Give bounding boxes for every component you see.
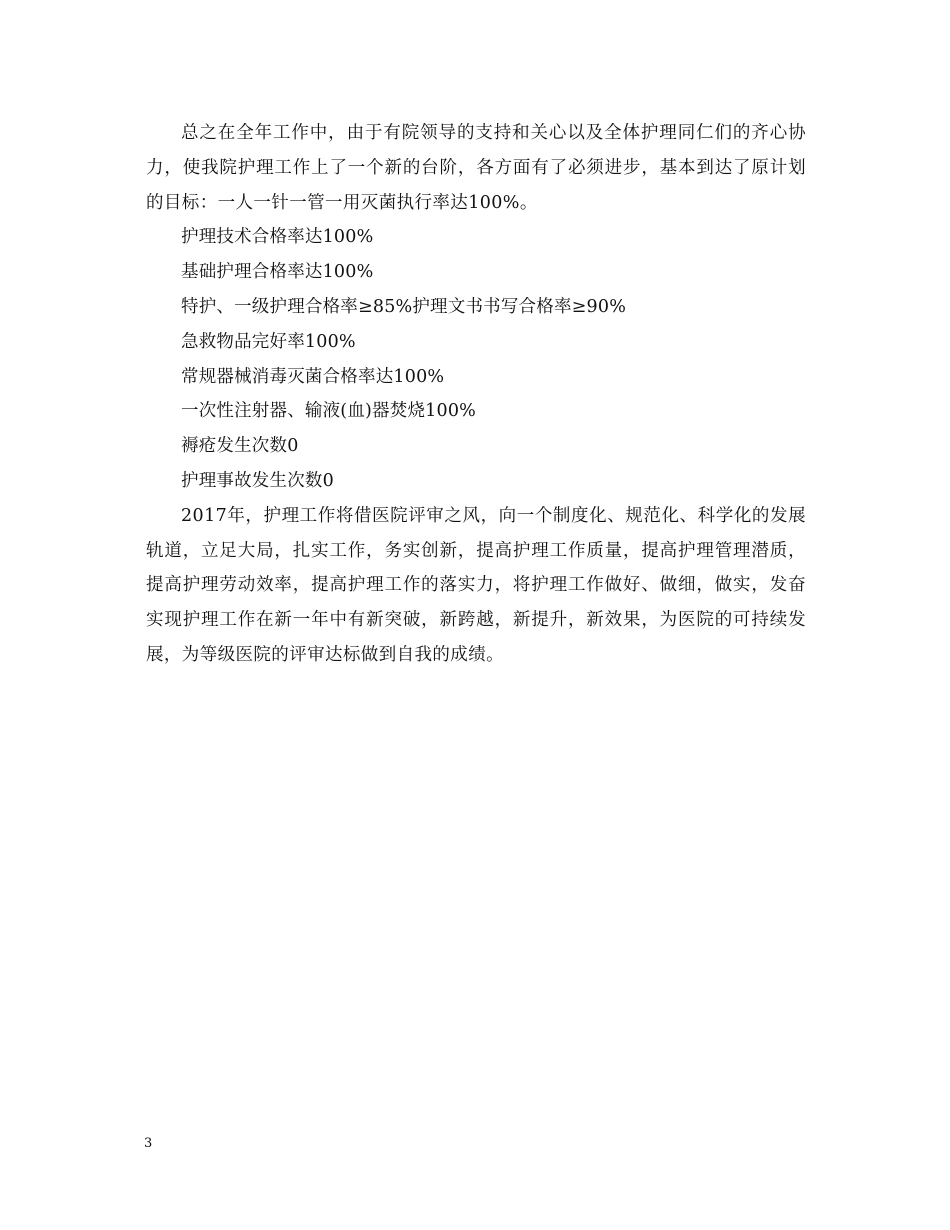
- metric-basic-nursing: 基础护理合格率达100%: [181, 262, 374, 283]
- metric-disposable-incineration: 一次性注射器、输液(血)器焚烧100%: [181, 401, 476, 422]
- page-number: 3: [144, 1136, 153, 1151]
- metric-special-care-and-records: 特护、一级护理合格率≥85%护理文书书写合格率≥90%: [181, 296, 627, 317]
- metric-nursing-accident-count: 护理事故发生次数0: [181, 470, 334, 491]
- metric-bedsore-count: 褥疮发生次数0: [181, 436, 299, 457]
- metric-instrument-sterilization: 常规器械消毒灭菌合格率达100%: [181, 366, 445, 387]
- summary-paragraph: 总之在全年工作中，由于有院领导的支持和关心以及全体护理同仁们的齐心协力，使我院护理工作上了一个新的台阶，各方面有了必须进步，基本到达了原计划的目标：一人一针一管一用灭菌执行率达100%。: [146, 123, 806, 213]
- metric-emergency-supplies: 急救物品完好率100%: [181, 331, 356, 352]
- metric-nursing-technique: 护理技术合格率达100%: [181, 227, 374, 248]
- document-body: [146, 116, 806, 673]
- outlook-paragraph: 2017年，护理工作将借医院评审之风，向一个制度化、规范化、科学化的发展轨道，立足大局，扎实工作，务实创新，提高护理工作质量，提高护理管理潜质，提高护理劳动效率，提高护理工作的落实力，将护理工作做好、做细，做实，发奋实现护理工作在新一年中有新突破，新跨越，新提升，新效果，为医院的可持续发展，为等级医院的评审达标做到自我的成绩。: [146, 505, 806, 665]
